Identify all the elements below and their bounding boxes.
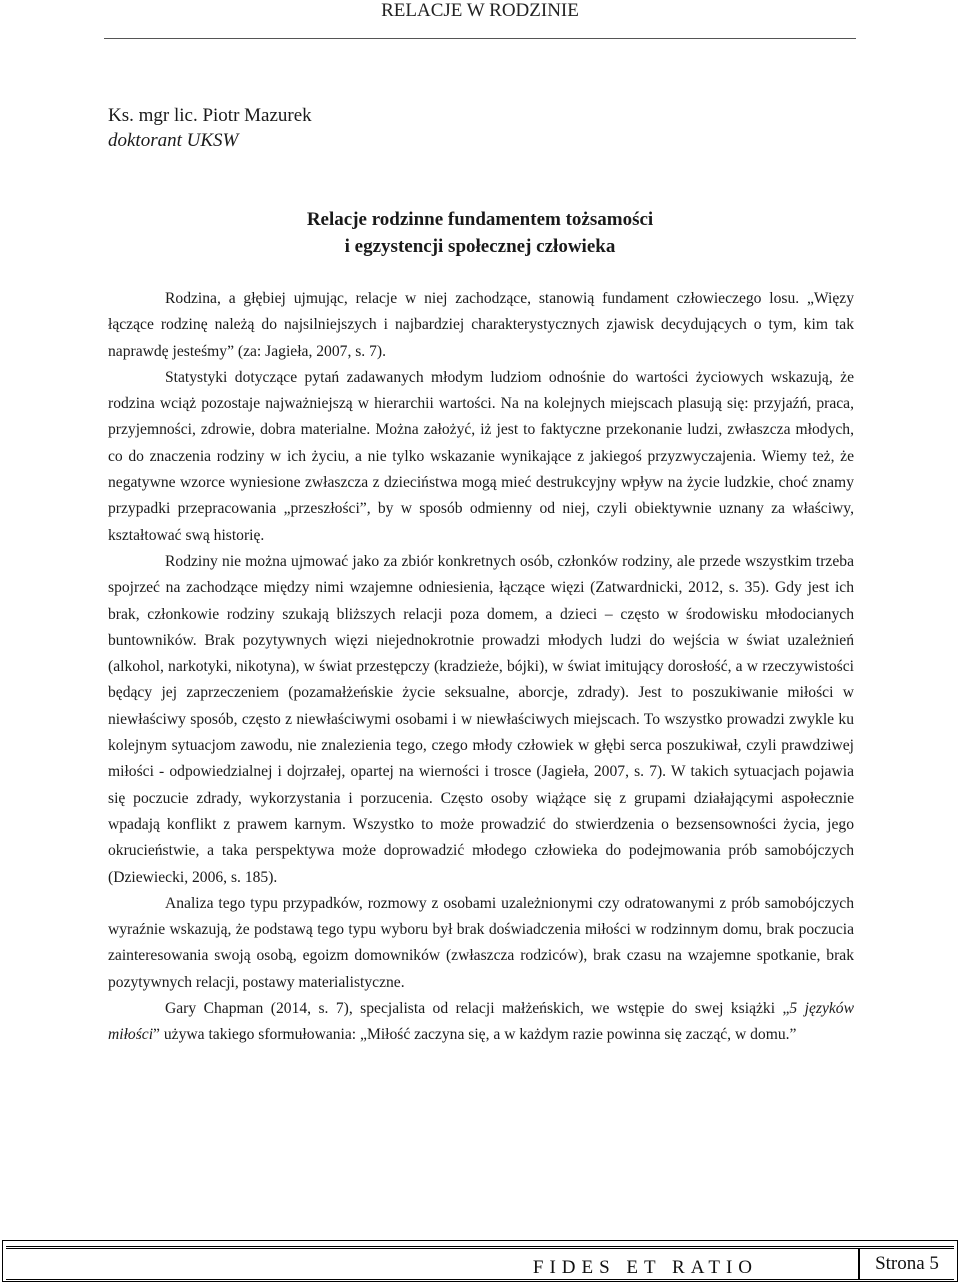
- page-footer: [2, 1240, 958, 1282]
- article-title-line-1: Relacje rodzinne fundamentem tożsamości: [306, 209, 654, 230]
- footer-frame: [6, 1246, 954, 1282]
- author-affiliation: doktorant UKSW: [108, 130, 239, 151]
- article-body: [108, 286, 854, 1049]
- paragraph-2: Statystyki dotyczące pytań zadawanych młodym ludziom odnośnie do wartości życiowych wskazują, że rodzina wciąż pozostaje najważniejszą w hierarchii wartości. Na na kolejnych miejscach plasują się: przyjaźń, praca, przyjemności, zdrowie, dobra materialne. Można założyć, iż jest to faktyczne przekonanie ludzi, zwłaszcza młodych, co do znaczenia rodziny w ich życiu, a nie tylko wskazanie wynikające z jakiegoś przyzwyczajenia. Wiemy też, że negatywne wzorce wyniesione zwłaszcza z dzieciństwa mogą mieć destrukcyjny wpływ na życie ludzkie, choć znamy przypadki przepracowania „przeszłości”, by w sposób odmienny od niej, czyli obiektywnie uznany za właściwy, kształtować swą historię.: [108, 368, 854, 544]
- paragraph-5: [108, 996, 854, 1049]
- paragraph-3: Rodziny nie można ujmować jako za zbiór konkretnych osób, członków rodziny, ale przede wszystkim trzeba spojrzeć na zachodzące między nimi wzajemne odniesienia, łączące więzi (Zatwardnicki, 2012, s. 35). Gdy jest ich brak, członkowie rodziny szukają bliższych relacji poza domem, a dzieci – często w środowisku młodocianych buntowników. Brak pozytywnych więzi niejednokrotnie prowadzi młodych ludzi do wejścia w świat uzależnień (alkohol, narkotyki, nikotyna), w świat przestępczy (kradzieże, bójki), w świat imitujący dorosłość, a w rzeczywistości będący jej zaprzeczeniem (pozamałżeńskie życie seksualne, aborcje, zdrady). Jest to poszukiwanie miłości w niewłaściwy sposób, często z niewłaściwymi osobami i w niewłaściwych miejscach. To wszystko prowadzi zwykle ku kolejnym sytuacjom zawodu, nie znalezienia tego, czego młody człowiek w głębi serca poszukiwał, czyli prawdziwej miłości - odpowiedzialnej i dojrzałej, opartej na wierności i trosce (Jagieła, 2007, s. 7). W takich sytuacjach pojawia się poczucie zdrady, wykorzystania i porzucenia. Często osoby wiążące się z grupami działającymi aspołecznie wpadają konflikt z prawem karnym. Wszystko to może prowadzić do stwierdzenia o bezsensowności życia, jego okrucieństwie, a taka perspektywa może doprowadzić młodego człowieka do podejmowania prób samobójczych (Dziewiecki, 2006, s. 185).: [108, 552, 854, 886]
- article-title-line-2: i egzystencji społecznej człowieka: [344, 236, 616, 257]
- paragraph-5-before: Gary Chapman (2014, s. 7), specjalista od relacji małżeńskich, we wstępie do swej książki „: [165, 1000, 790, 1018]
- running-header: RELACJE W RODZINIE: [381, 0, 579, 21]
- author-block: [108, 103, 312, 153]
- page-number: Strona 5: [858, 1249, 954, 1279]
- paragraph-4: Analiza tego typu przypadków, rozmowy z osobami uzależnionymi czy odratowanymi z prób samobójczych wyraźnie wskazują, że podstawą tego typu wyboru był brak doświadczenia miłości w rodzinnym domu, brak poczucia zainteresowania swoją osobą, egoizm domowników (zwłaszcza rodziców), brak czasu na wzajemne spotkanie, brak pozytywnych relacji, postawy materialistyczne.: [108, 894, 854, 991]
- paragraph-1: Rodzina, a głębiej ujmując, relacje w niej zachodzące, stanowią fundament człowieczego losu. „Więzy łączące rodzinę należą do najsilniejszych i najbardziej charakterystycznych zjawisk decydujących o tym, kim tak naprawdę jesteśmy” (za: Jagieła, 2007, s. 7).: [108, 290, 854, 360]
- paragraph-5-after: ” używa takiego sformułowania: „Miłość zaczyna się, a w każdym razie powinna się zacząć, w domu.”: [153, 1026, 797, 1044]
- book-title: 5 języków miłości: [108, 1000, 854, 1044]
- header-rule: [104, 38, 856, 39]
- article-title: [0, 206, 960, 260]
- author-name: Ks. mgr lic. Piotr Mazurek: [108, 105, 312, 126]
- footer-brand: FIDES ET RATIO: [532, 1257, 758, 1278]
